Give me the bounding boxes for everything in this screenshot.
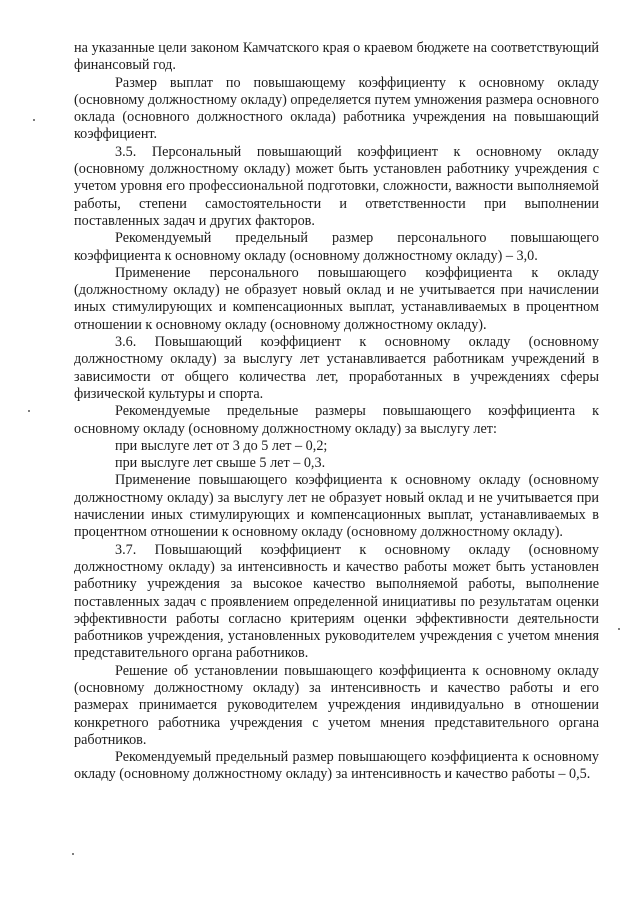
paragraph-3-5-personal-coefficient: 3.5. Персональный повышающий коэффициент к основному окладу (основному должностному окладу) может быть установлен работнику учреждения с учетом уровня его профессиональной подготовки, сложности, важности выполняемой работы, степени самостоятельности и ответственности при выполнении поставленных задач и других факторов. (74, 143, 599, 229)
list-item-seniority-over-5: при выслуге лет свыше 5 лет – 0,3. (115, 455, 326, 472)
paragraph-payment-size: Размер выплат по повышающему коэффициенту к основному окладу (основному должностному окладу) определяется путем умножения размера основного оклада (основного должностного оклада) работника учреждения на повышающий коэффициент. (74, 74, 599, 143)
scan-speck (33, 119, 35, 121)
list-item-seniority-3-5: при выслуге лет от 3 до 5 лет – 0,2; (115, 437, 328, 454)
paragraph-personal-application: Применение персонального повышающего коэффициента к окладу (должностному окладу) не образует новый оклад и не учитывается при начислении иных стимулирующих и компенсационных выплат, устанавливаемых в процентном отношении к основному окладу (основному должностному окладу). (74, 264, 599, 333)
scan-speck (618, 628, 620, 630)
scan-speck (28, 410, 30, 412)
paragraph-seniority-application: Применение повышающего коэффициента к основному окладу (основному должностному окладу) за выслугу лет не образует новый оклад и не учитывается при начислении иных стимулирующих и компенсационных выплат, устанавливаемых в процентном отношении к основному окладу (основному должностному окладу). (74, 472, 599, 541)
scan-speck (72, 853, 74, 855)
paragraph-3-7-intensity-coefficient: 3.7. Повышающий коэффициент к основному окладу (основному должностному окладу) за интенсивность и качество работы может быть установлен работнику учреждения за высокое качество выполняемой работы, выполнение поставленных задач с проявлением определенной инициативы по результатам оценки эффективности работы согласно критериям оценки эффективности деятельности работников учреждения, установленных руководителем учреждения с учетом мнения представительного органа работников. (74, 541, 599, 662)
paragraph-intensity-max: Рекомендуемый предельный размер повышающего коэффициента к основному окладу (основному должностному окладу) за интенсивность и качество работы – 0,5. (74, 749, 599, 783)
paragraph-seniority-max: Рекомендуемые предельные размеры повышающего коэффициента к основному окладу (основному должностному окладу) за выслугу лет: (74, 403, 599, 437)
paragraph-3-6-seniority-coefficient: 3.6. Повышающий коэффициент к основному окладу (основному должностному окладу) за выслугу лет устанавливается работникам учреждений в зависимости от общего количества лет, проработанных в учреждениях сферы физической культуры и спорта. (74, 334, 599, 402)
paragraph-budget-law: на указанные цели законом Камчатского края о краевом бюджете на соответствующий финансовый год. (74, 40, 599, 74)
document-page (74, 40, 599, 784)
paragraph-intensity-decision: Решение об установлении повышающего коэффициента к основному окладу (основному должностному окладу) за интенсивность и качество работы и его размерах принимается руководителем учреждения индивидуально в отношении конкретного работника учреждения с учетом мнения представительного органа работников. (74, 662, 599, 748)
paragraph-personal-max: Рекомендуемый предельный размер персонального повышающего коэффициента к основному окладу (основному должностному окладу) – 3,0. (74, 230, 599, 264)
